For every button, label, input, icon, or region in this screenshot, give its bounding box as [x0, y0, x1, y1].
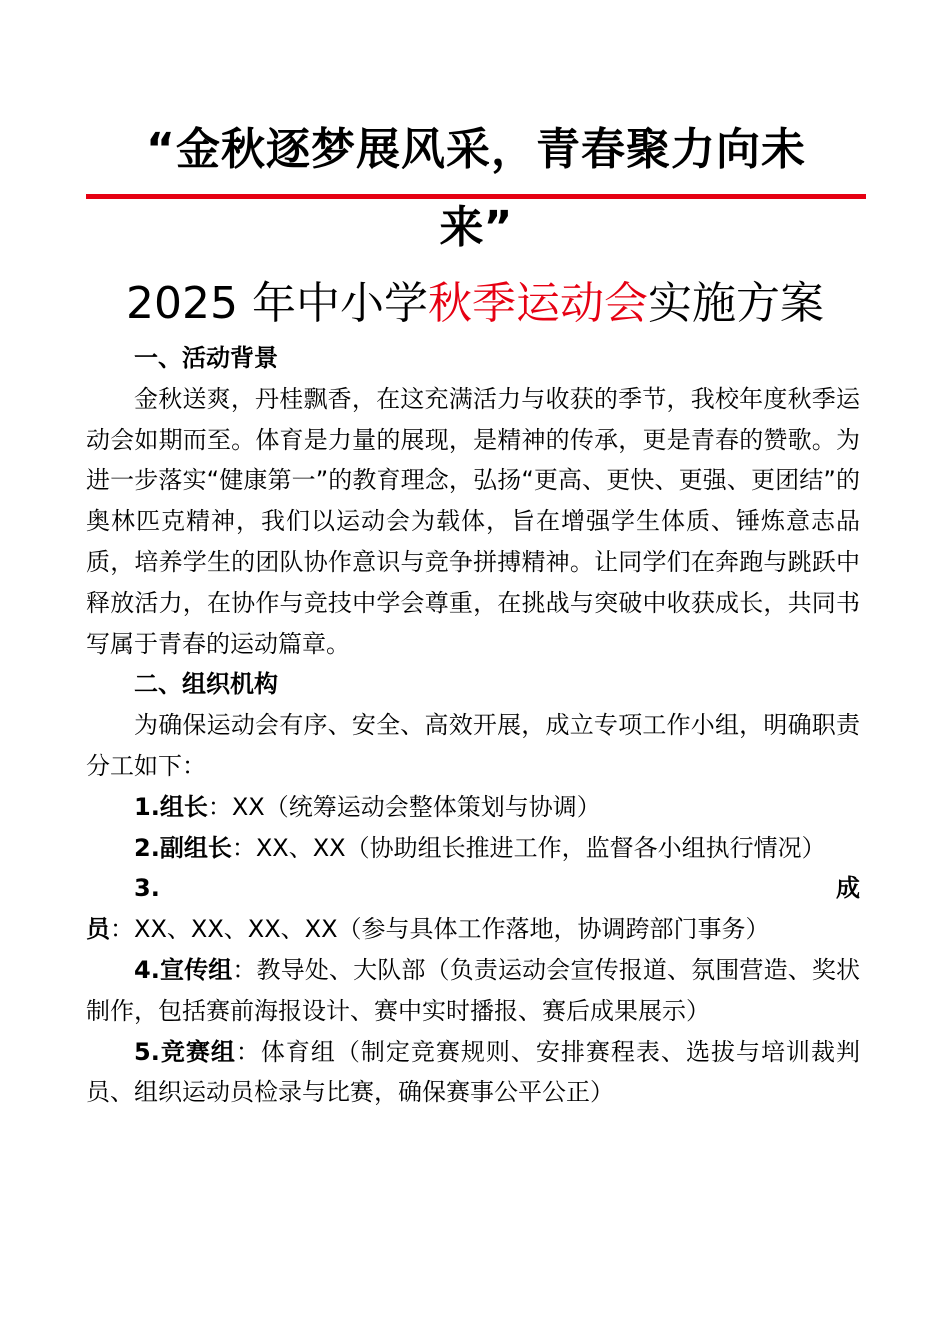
main-title-line1-cont: 来”	[439, 202, 513, 253]
subtitle-part-b: 实施方案	[647, 278, 824, 329]
section-heading-organization: 二、组织机构	[134, 670, 278, 699]
section-heading-background: 一、活动背景	[134, 344, 278, 372]
org-item-text: ：教导处、大队部（负责运动会宣传报道、氛围营造、奖状制作，包括赛前海报设计、赛中实时播报、赛后成果展示）	[86, 955, 861, 1025]
subtitle	[60, 272, 890, 336]
subtitle-part-a: 2025 年中小学	[126, 278, 428, 329]
org-item-text: ：XX、XX、XX、XX（参与具体工作落地，协调跨部门事务）	[110, 915, 770, 944]
org-item-label: 4.宣传组	[134, 955, 233, 984]
org-item-label: 5.竞赛组	[134, 1037, 236, 1066]
org-item-publicity	[86, 950, 860, 1032]
org-item-leader	[86, 787, 860, 828]
main-title-line1: “金秋逐梦展风采，青春聚力向未	[146, 124, 806, 175]
background-paragraph: 金秋送爽，丹桂飘香，在这充满活力与收获的季节，我校年度秋季运动会如期而至。体育是力量的展现，是精神的传承，更是青春的赞歌。为进一步落实“健康第一”的教育理念，弘扬“更高、更快、更强、更团结”的奥林匹克精神，我们以运动会为载体，旨在增强学生体质、锤炼意志品质，培养学生的团队协作意识与竞争拼搏精神。让同学们在奔跑与跳跃中释放活力，在协作与竞技中学会尊重，在挑战与突破中收获成长，共同书写属于青春的运动篇章。	[86, 384, 860, 658]
org-item-deputy	[86, 828, 860, 869]
org-item-text: ：XX、XX（协助组长推进工作，监督各小组执行情况）	[231, 833, 826, 862]
org-item-competition	[86, 1032, 860, 1114]
org-item-text: ：XX（统筹运动会整体策划与协调）	[207, 792, 601, 821]
org-item-members	[86, 868, 860, 950]
org-item-label: 1.组长	[134, 792, 208, 821]
subtitle-highlight: 秋季运动会	[427, 278, 648, 329]
document-body	[86, 338, 860, 1113]
organization-intro: 为确保运动会有序、安全、高效开展，成立专项工作小组，明确职责分工如下：	[86, 711, 860, 780]
org-item-label: 3.成员	[86, 874, 860, 944]
org-item-label: 2.副组长	[134, 833, 232, 862]
org-item-text: ：体育组（制定竞赛规则、安排赛程表、选拔与培训裁判员、组织运动员检录与比赛，确保赛事公平公正）	[86, 1037, 860, 1107]
